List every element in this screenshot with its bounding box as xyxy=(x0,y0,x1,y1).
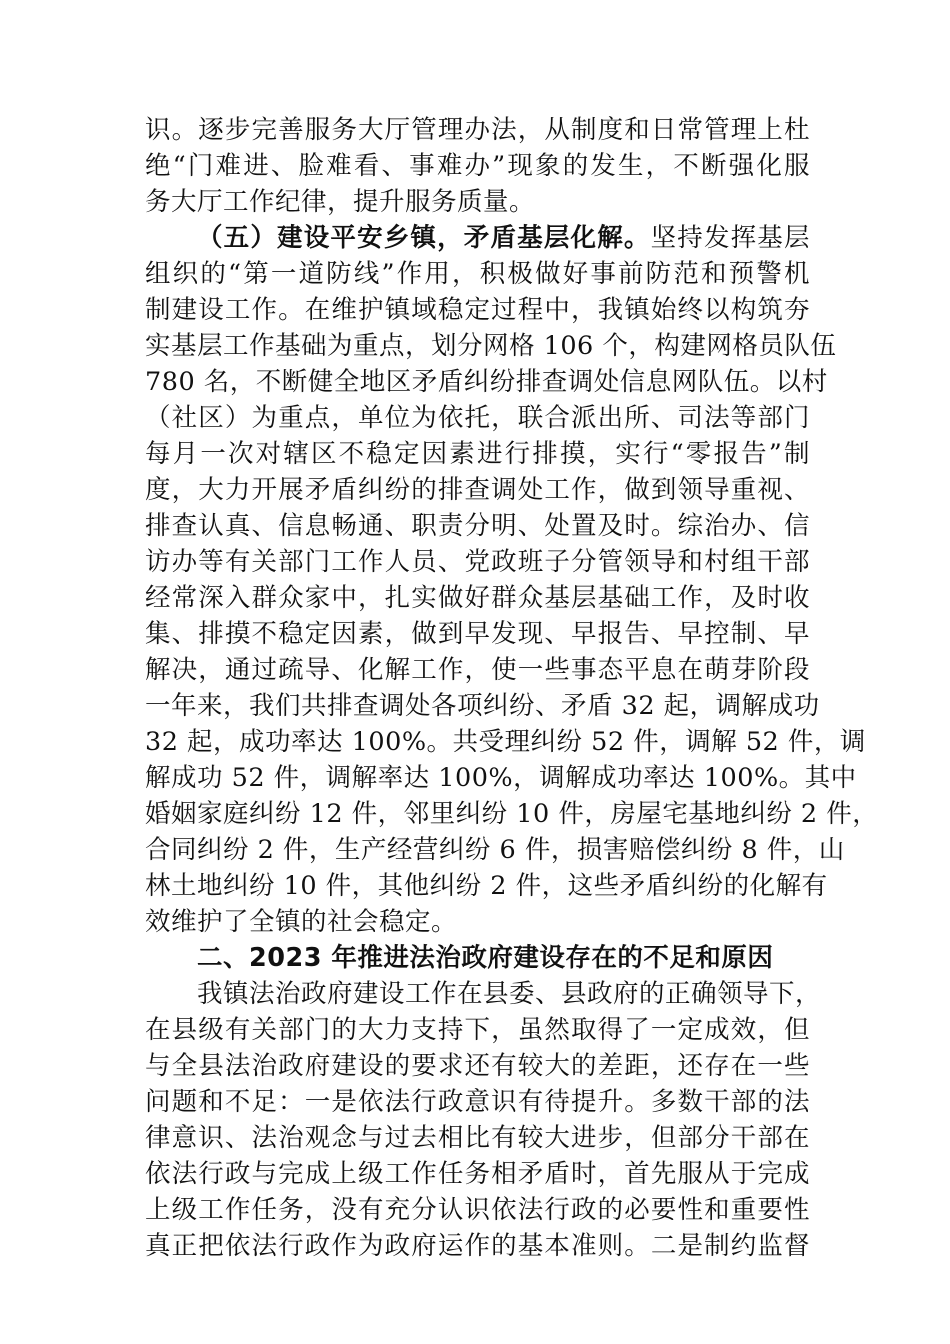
text-line: 一年来，我们共排查调处各项纠纷、矛盾 32 起，调解成功 xyxy=(145,691,820,721)
text-line: 度，大力开展矛盾纠纷的排查调处工作，做到领导重视、 xyxy=(145,475,810,505)
text-run: 坚持发挥基层 xyxy=(650,223,810,253)
text-line: 经常深入群众家中，扎实做好群众基层基础工作，及时收 xyxy=(145,583,810,613)
text-line: 真正把依法行政作为政府运作的基本准则。二是制约监督 xyxy=(145,1231,810,1261)
text-line: 32 起，成功率达 100%。共受理纠纷 52 件，调解 52 件，调 xyxy=(145,727,866,757)
text-line: 婚姻家庭纠纷 12 件，邻里纠纷 10 件，房屋宅基地纠纷 2 件， xyxy=(145,799,879,829)
text-line: 访办等有关部门工作人员、党政班子分管领导和村组干部 xyxy=(145,547,810,577)
text-line: 律意识、法治观念与过去相比有较大进步，但部分干部在 xyxy=(145,1123,810,1153)
text-line: 林土地纠纷 10 件，其他纠纷 2 件，这些矛盾纠纷的化解有 xyxy=(145,871,828,901)
text-line: 我镇法治政府建设工作在县委、县政府的正确领导下， xyxy=(197,979,822,1009)
text-line: 绝“门难进、脸难看、事难办”现象的发生，不断强化服 xyxy=(145,151,810,181)
text-line: 排查认真、信息畅通、职责分明、处置及时。综治办、信 xyxy=(145,511,810,541)
text-line: 在县级有关部门的大力支持下，虽然取得了一定成效，但 xyxy=(145,1015,810,1045)
text-line: 效维护了全镇的社会稳定。 xyxy=(145,907,458,937)
paragraph-shortcomings xyxy=(145,976,822,1264)
text-line: 依法行政与完成上级工作任务相矛盾时，首先服从于完成 xyxy=(145,1159,810,1189)
text-line: 780 名，不断健全地区矛盾纠纷排查调处信息网队伍。以村 xyxy=(145,367,828,397)
text-line: 与全县法治政府建设的要求还有较大的差距，还存在一些 xyxy=(145,1051,810,1081)
text-line: 识。逐步完善服务大厅管理办法，从制度和日常管理上杜 xyxy=(145,115,810,145)
text-line: 制建设工作。在维护镇域稳定过程中，我镇始终以构筑夯 xyxy=(145,295,810,325)
text-line: 集、排摸不稳定因素，做到早发现、早报告、早控制、早 xyxy=(145,619,810,649)
text-line: 每月一次对辖区不稳定因素进行排摸，实行“零报告”制 xyxy=(145,439,810,469)
text-line: 务大厅工作纪律，提升服务质量。 xyxy=(145,187,536,217)
text-line: （社区）为重点，单位为依托，联合派出所、司法等部门 xyxy=(145,403,810,433)
paragraph-service-hall xyxy=(145,112,810,220)
text-line xyxy=(145,220,810,256)
text-line: 解成功 52 件，调解率达 100%，调解成功率达 100%。其中 xyxy=(145,763,857,793)
text-line: 问题和不足：一是依法行政意识有待提升。多数干部的法 xyxy=(145,1087,810,1117)
text-line: 合同纠纷 2 件，生产经营纠纷 6 件，损害赔偿纠纷 8 件，山 xyxy=(145,835,845,865)
subsection-heading: （五）建设平安乡镇，矛盾基层化解。 xyxy=(197,223,651,253)
text-line: 解决，通过疏导、化解工作，使一些事态平息在萌芽阶段 xyxy=(145,655,810,685)
paragraph-safe-township xyxy=(145,220,879,940)
document-page xyxy=(145,112,879,1264)
section-heading: 二、2023 年推进法治政府建设存在的不足和原因 xyxy=(197,943,774,973)
text-line: 组织的“第一道防线”作用，积极做好事前防范和预警机 xyxy=(145,259,810,289)
text-line: 实基层工作基础为重点，划分网格 106 个，构建网格员队伍 xyxy=(145,331,837,361)
text-line: 上级工作任务，没有充分认识依法行政的必要性和重要性 xyxy=(145,1195,810,1225)
